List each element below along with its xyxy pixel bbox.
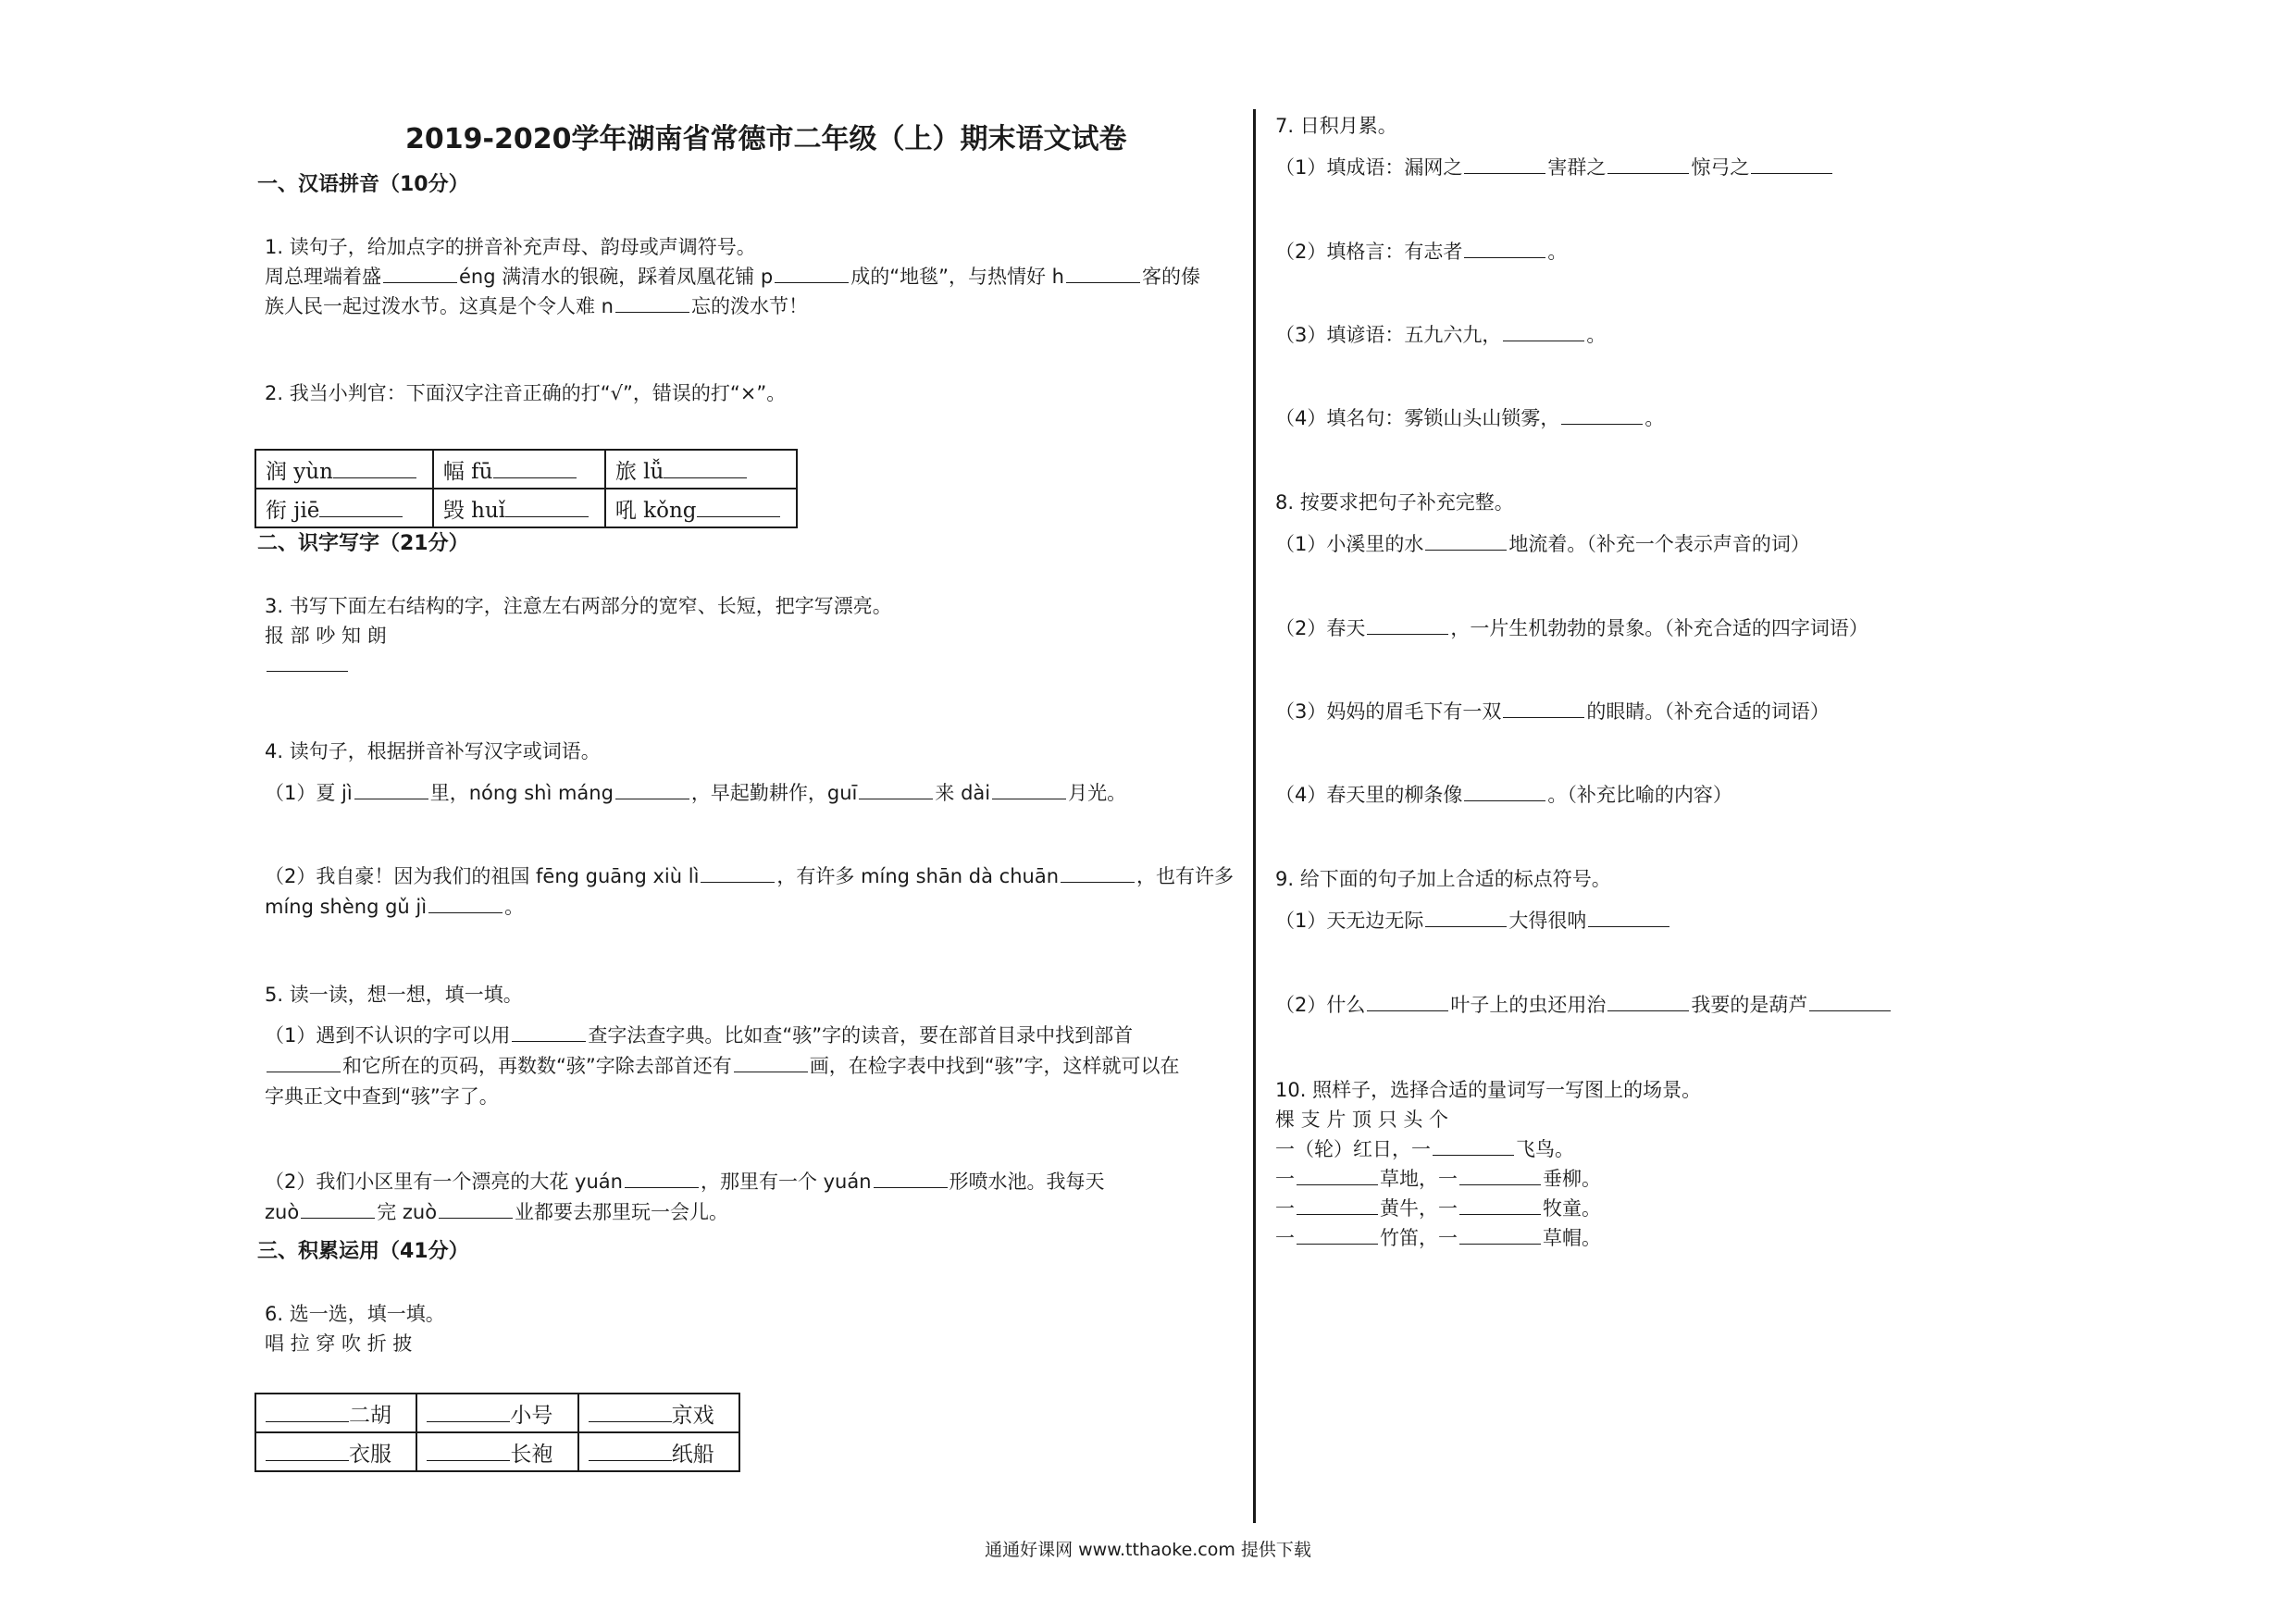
q4-text: 。 bbox=[504, 896, 525, 918]
answer-blank[interactable] bbox=[267, 1053, 341, 1072]
q8-text: （4）春天里的柳条像 bbox=[1275, 784, 1463, 806]
q8-part-2 bbox=[1275, 614, 1868, 642]
answer-blank[interactable] bbox=[1297, 1196, 1378, 1215]
answer-blank[interactable] bbox=[625, 1169, 699, 1188]
q4-text: 里，nóng shì máng bbox=[429, 782, 614, 804]
answer-blank bbox=[427, 1403, 510, 1422]
cell-text: 小号 bbox=[510, 1403, 553, 1428]
cell-text: 纸船 bbox=[671, 1442, 714, 1467]
q1-text: 族人民一起过泼水节。这真是个令人难 n bbox=[265, 295, 614, 317]
answer-blank[interactable] bbox=[1297, 1225, 1378, 1245]
q5-part-1-cont bbox=[265, 1052, 1180, 1080]
q7-part-4 bbox=[1275, 404, 1664, 432]
q3-chars: 报 部 吵 知 朗 bbox=[265, 625, 387, 647]
q5-part-2-cont bbox=[265, 1198, 728, 1226]
answer-blank[interactable] bbox=[1433, 1136, 1514, 1156]
q1-line-1 bbox=[265, 263, 1200, 291]
section-heading-2: 二、识字写字（21分） bbox=[257, 532, 469, 555]
q6-verb-table bbox=[254, 1393, 740, 1472]
cell-text: 长袍 bbox=[510, 1442, 553, 1467]
cell-text: 旅 lǚ bbox=[614, 459, 664, 484]
q5-text: 业都要去那里玩一会儿。 bbox=[515, 1201, 729, 1223]
answer-blank[interactable] bbox=[1367, 992, 1448, 1011]
table-cell[interactable] bbox=[578, 1394, 739, 1432]
page-title: 2019-2020学年湖南省常德市二年级（上）期末语文试卷 bbox=[405, 123, 1127, 155]
answer-blank[interactable] bbox=[615, 780, 689, 799]
q4-part-1 bbox=[265, 779, 1126, 807]
q8-text: 地流着。（补充一个表示声音的词） bbox=[1508, 533, 1810, 555]
page-footer: 通通好课网 www.tthaoke.com 提供下载 bbox=[985, 1540, 1311, 1560]
q5-text: 完 zuò bbox=[377, 1201, 438, 1223]
q1-text: 成的“地毯”，与热情好 h bbox=[850, 266, 1064, 288]
answer-blank[interactable] bbox=[1751, 155, 1832, 174]
q7-text: 。 bbox=[1586, 324, 1607, 346]
q10-text: 一 bbox=[1275, 1227, 1295, 1249]
q5-part-1-end: 字典正文中查到“骇”字了。 bbox=[265, 1085, 499, 1108]
cell-text: 毁 huǐ bbox=[442, 498, 506, 523]
answer-blank[interactable] bbox=[1809, 992, 1891, 1011]
q10-chars: 棵 支 片 顶 只 头 个 bbox=[1275, 1109, 1449, 1131]
answer-blank[interactable] bbox=[1297, 1166, 1378, 1185]
cell-text: 幅 fū bbox=[442, 459, 493, 484]
answer-blank[interactable] bbox=[267, 652, 348, 672]
q4-text: ，有许多 míng shān dà chuān bbox=[776, 865, 1060, 887]
q8-part-4 bbox=[1275, 781, 1732, 809]
q7-part-2 bbox=[1275, 238, 1567, 266]
q5-text: zuò bbox=[265, 1201, 300, 1223]
answer-blank[interactable] bbox=[1464, 155, 1545, 174]
q7-part-1 bbox=[1275, 154, 1834, 181]
answer-blank[interactable] bbox=[1459, 1196, 1541, 1215]
q3-answer-line bbox=[265, 651, 350, 679]
answer-blank[interactable] bbox=[1459, 1166, 1541, 1185]
q8-stem: 8. 按要求把句子补充完整。 bbox=[1275, 491, 1514, 514]
answer-blank[interactable] bbox=[1503, 322, 1584, 341]
table-cell[interactable] bbox=[255, 450, 433, 489]
q4-text: ，早起勤耕作，guī bbox=[690, 782, 858, 804]
q8-text: 。（补充比喻的内容） bbox=[1547, 784, 1732, 806]
q5-text: （1）遇到不认识的字可以用 bbox=[265, 1024, 511, 1047]
q9-text: 我要的是葫芦 bbox=[1691, 994, 1808, 1016]
table-cell[interactable] bbox=[255, 489, 433, 527]
q10-text: 竹笛，一 bbox=[1380, 1227, 1458, 1249]
q6-stem: 6. 选一选，填一填。 bbox=[265, 1303, 445, 1325]
q4-text: （1）夏 jì bbox=[265, 782, 353, 804]
answer-blank[interactable] bbox=[615, 293, 689, 313]
q8-part-1 bbox=[1275, 530, 1810, 558]
cell-text: 二胡 bbox=[349, 1403, 391, 1428]
q2-pinyin-table bbox=[254, 449, 798, 528]
q8-text: （3）妈妈的眉毛下有一双 bbox=[1275, 700, 1502, 723]
cell-text: 吼 kǒng bbox=[614, 498, 697, 523]
answer-blank[interactable] bbox=[1561, 405, 1643, 425]
q5-part-2 bbox=[265, 1168, 1105, 1196]
answer-blank[interactable] bbox=[1464, 239, 1545, 258]
answer-blank bbox=[664, 459, 747, 478]
answer-blank[interactable] bbox=[1066, 264, 1140, 283]
q9-text: 叶子上的虫还用治 bbox=[1450, 994, 1607, 1016]
q5-text: 查字法查字典。比如查“骇”字的读音，要在部首目录中找到部首 bbox=[588, 1024, 1134, 1047]
answer-blank bbox=[505, 498, 589, 517]
table-cell[interactable] bbox=[416, 1432, 577, 1471]
q10-text: 草地，一 bbox=[1380, 1168, 1458, 1190]
q10-line-3 bbox=[1275, 1195, 1601, 1222]
cell-text: 京戏 bbox=[671, 1403, 714, 1428]
answer-blank bbox=[266, 1442, 349, 1461]
q10-text: 黄牛，一 bbox=[1380, 1197, 1458, 1220]
q3-stem: 3. 书写下面左右结构的字，注意左右两部分的宽窄、长短，把字写漂亮。 bbox=[265, 595, 892, 617]
q10-text: 垂柳。 bbox=[1543, 1168, 1601, 1190]
q4-part-2-cont bbox=[265, 893, 524, 921]
q10-stem: 10. 照样子，选择合适的量词写一写图上的场景。 bbox=[1275, 1079, 1702, 1101]
q1-line-2 bbox=[265, 292, 808, 320]
q9-text: （2）什么 bbox=[1275, 994, 1366, 1016]
answer-blank[interactable] bbox=[1464, 782, 1545, 801]
table-cell[interactable] bbox=[433, 450, 605, 489]
q7-text: 害群之 bbox=[1547, 156, 1607, 179]
section-heading-3: 三、积累运用（41分） bbox=[257, 1240, 469, 1263]
q9-text: （1）天无边无际 bbox=[1275, 910, 1424, 932]
answer-blank bbox=[589, 1403, 672, 1422]
answer-blank bbox=[589, 1442, 672, 1461]
q7-text: （3）填谚语：五九六九， bbox=[1275, 324, 1502, 346]
q1-stem: 1. 读句子，给加点字的拼音补充声母、韵母或声调符号。 bbox=[265, 236, 756, 258]
cell-text: 衔 jiē bbox=[266, 498, 320, 523]
answer-blank[interactable] bbox=[775, 264, 849, 283]
answer-blank[interactable] bbox=[383, 264, 457, 283]
answer-blank[interactable] bbox=[874, 1169, 948, 1188]
q1-text: 周总理端着盛 bbox=[265, 266, 381, 288]
answer-blank[interactable] bbox=[439, 1199, 513, 1219]
answer-blank[interactable] bbox=[701, 863, 775, 883]
table-cell[interactable] bbox=[433, 489, 605, 527]
column-divider bbox=[1253, 109, 1256, 1523]
q7-text: （1）填成语：漏网之 bbox=[1275, 156, 1463, 179]
q8-text: （2）春天 bbox=[1275, 617, 1366, 639]
q5-text: 画，在检字表中找到“骇”字，这样就可以在 bbox=[809, 1055, 1180, 1077]
q4-text: ，也有许多 bbox=[1136, 865, 1235, 887]
q8-text: ，一片生机勃勃的景象。（补充合适的四字词语） bbox=[1450, 617, 1868, 639]
table-cell[interactable] bbox=[605, 489, 797, 527]
answer-blank[interactable] bbox=[1367, 615, 1448, 635]
section-heading-1: 一、汉语拼音（10分） bbox=[257, 173, 469, 196]
q10-line-4 bbox=[1275, 1224, 1601, 1252]
q10-text: 一 bbox=[1275, 1168, 1295, 1190]
cell-text: 润 yùn bbox=[266, 459, 333, 484]
q4-text: 月光。 bbox=[1068, 782, 1127, 804]
q6-chars: 唱 拉 穿 吹 折 披 bbox=[265, 1332, 413, 1355]
q10-text: 一 bbox=[1275, 1197, 1295, 1220]
q8-text: 的眼睛。（补充合适的词语） bbox=[1586, 700, 1830, 723]
q9-text: 大得很呐 bbox=[1508, 910, 1587, 932]
answer-blank bbox=[319, 498, 403, 517]
q5-text: 和它所在的页码，再数数“骇”字除去部首还有 bbox=[342, 1055, 732, 1077]
answer-blank[interactable] bbox=[859, 780, 933, 799]
q7-part-3 bbox=[1275, 321, 1606, 349]
answer-blank[interactable] bbox=[354, 780, 428, 799]
q5-text: （2）我们小区里有一个漂亮的大花 yuán bbox=[265, 1171, 623, 1193]
q7-text: 惊弓之 bbox=[1691, 156, 1750, 179]
answer-blank[interactable] bbox=[301, 1199, 375, 1219]
q10-text: 飞鸟。 bbox=[1516, 1138, 1574, 1160]
q5-text: ，那里有一个 yuán bbox=[700, 1171, 872, 1193]
table-cell[interactable] bbox=[416, 1394, 577, 1432]
q7-text: （4）填名句：雾锁山头山锁雾， bbox=[1275, 407, 1560, 429]
q2-stem: 2. 我当小判官：下面汉字注音正确的打“√”，错误的打“×”。 bbox=[265, 382, 787, 404]
answer-blank[interactable] bbox=[1061, 863, 1135, 883]
q7-stem: 7. 日积月累。 bbox=[1275, 115, 1397, 137]
q1-text: 忘的泼水节！ bbox=[690, 295, 808, 317]
table-cell[interactable] bbox=[578, 1432, 739, 1471]
answer-blank[interactable] bbox=[1459, 1225, 1541, 1245]
q9-stem: 9. 给下面的句子加上合适的标点符号。 bbox=[1275, 868, 1611, 890]
q4-text: míng shèng gǔ jì bbox=[265, 896, 428, 918]
q10-text: 牧童。 bbox=[1543, 1197, 1601, 1220]
q5-stem: 5. 读一读，想一想，填一填。 bbox=[265, 984, 523, 1006]
table-cell[interactable] bbox=[605, 450, 797, 489]
answer-blank[interactable] bbox=[1503, 699, 1584, 718]
table-cell[interactable] bbox=[255, 1394, 416, 1432]
q4-part-2 bbox=[265, 862, 1234, 890]
cell-text: 衣服 bbox=[349, 1442, 391, 1467]
q4-stem: 4. 读句子，根据拼音补写汉字或词语。 bbox=[265, 740, 601, 762]
q4-text: 来 dài bbox=[935, 782, 991, 804]
q8-part-3 bbox=[1275, 698, 1830, 725]
q1-text: 客的傣 bbox=[1142, 266, 1200, 288]
q5-text: 形喷水池。我每天 bbox=[949, 1171, 1105, 1193]
answer-blank[interactable] bbox=[1425, 531, 1507, 551]
q10-text: 一（轮）红日，一 bbox=[1275, 1138, 1431, 1160]
table-cell[interactable] bbox=[255, 1432, 416, 1471]
q9-part-1 bbox=[1275, 907, 1671, 935]
answer-blank bbox=[697, 498, 780, 517]
answer-blank[interactable] bbox=[1607, 992, 1689, 1011]
q1-text: éng 满清水的银碗，踩着凤凰花铺 p bbox=[459, 266, 774, 288]
answer-blank[interactable] bbox=[428, 894, 503, 913]
q4-text: （2）我自豪！因为我们的祖国 fēng guāng xiù lì bbox=[265, 865, 700, 887]
q9-part-2 bbox=[1275, 991, 1893, 1019]
q8-text: （1）小溪里的水 bbox=[1275, 533, 1424, 555]
answer-blank bbox=[333, 459, 416, 478]
q10-text: 草帽。 bbox=[1543, 1227, 1601, 1249]
q7-text: 。 bbox=[1644, 407, 1665, 429]
answer-blank[interactable] bbox=[1607, 155, 1689, 174]
answer-blank bbox=[427, 1442, 510, 1461]
answer-blank[interactable] bbox=[1588, 908, 1669, 927]
q7-text: （2）填格言：有志者 bbox=[1275, 241, 1463, 263]
q7-text: 。 bbox=[1547, 241, 1568, 263]
q10-line-1 bbox=[1275, 1135, 1574, 1163]
answer-blank[interactable] bbox=[1425, 908, 1507, 927]
q5-part-1 bbox=[265, 1022, 1133, 1049]
q10-line-2 bbox=[1275, 1165, 1601, 1193]
answer-blank bbox=[493, 459, 577, 478]
answer-blank[interactable] bbox=[512, 1022, 586, 1042]
answer-blank[interactable] bbox=[992, 780, 1066, 799]
answer-blank[interactable] bbox=[734, 1053, 808, 1072]
answer-blank bbox=[266, 1403, 349, 1422]
